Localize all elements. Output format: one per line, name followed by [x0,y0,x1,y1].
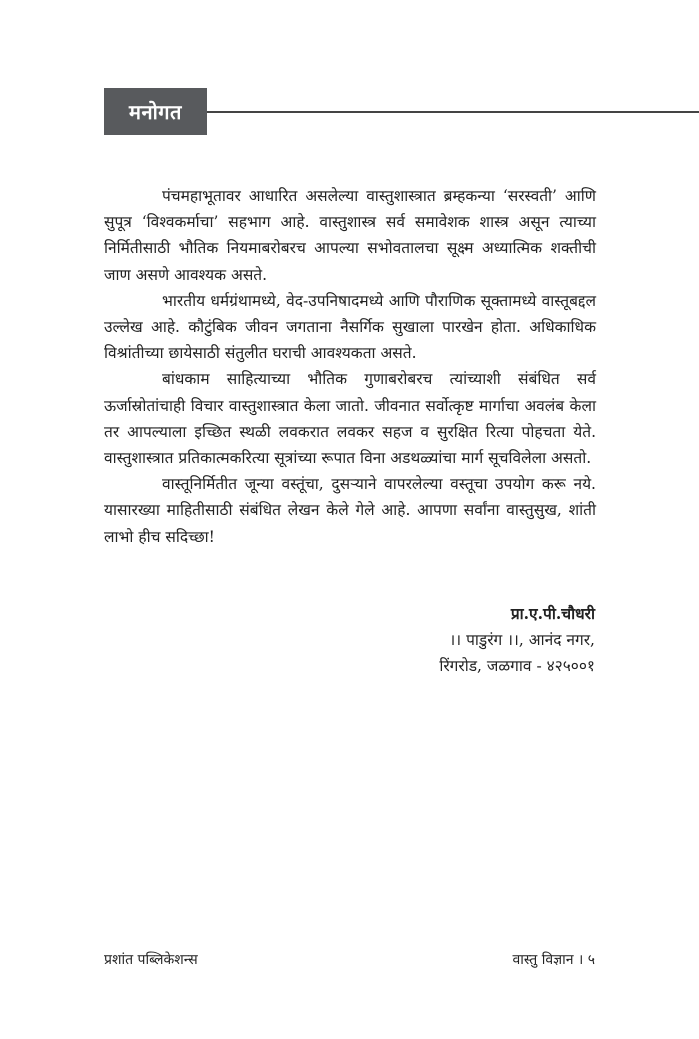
signature-block [439,601,595,679]
author-address-line1: ।। पाडुरंग ।।, आनंद नगर, [449,631,595,649]
footer-publisher: प्रशांत पब्लिकेशन्स [104,952,198,968]
author-address-line2: रिंगरोड, जळगाव - ४२५००१ [439,657,595,675]
footer-page-number: वास्तु विज्ञान । ५ [512,952,595,968]
body-text [104,183,596,550]
heading-divider [207,111,699,113]
paragraph: पंचमहाभूतावर आधारित असलेल्या वास्तुशास्त्रात ब्रम्हकन्या ‘सरस्वती’ आणि सुपूत्र ‘विश्वकर्माचा’ सहभाग आहे. वास्तुशास्त्र सर्व समावेशक शास्त्र असून त्याच्या निर्मितीसाठी भौतिक नियमाबरोबरच आपल्या सभोवतालचा सूक्ष्म अध्यात्मिक शक्तीची जाण असणे आवश्यक असते. [104,187,596,284]
author-name: प्रा.ए.पी.चौधरी [510,604,595,623]
paragraph: वास्तूनिर्मितीत जून्या वस्तूंचा, दुसऱ्याने वापरलेल्या वस्तूचा उपयोग करू नये. यासारख्या माहितीसाठी संबंधित लेखन केले गेले आहे. आपणा सर्वांना वास्तुसुख, शांती लाभो हीच सदिच्छा! [104,475,596,546]
paragraph: बांधकाम साहित्याच्या भौतिक गुणाबरोबरच त्यांच्याशी संबंधित सर्व ऊर्जास्रोतांचाही विचार वास्तुशास्त्रात केला जातो. जीवनात सर्वोत्कृष्ट मार्गाचा अवलंब केला तर आपल्याला इच्छित स्थळी लवकरात लवकर सहज व सुरक्षित रित्या पोहचता येते. वास्तुशास्त्रात प्रतिकात्मकरित्या सूत्रांच्या रूपात विना अडथळ्यांचा मार्ग सूचविलेला असतो. [104,370,596,468]
section-heading: मनोगत [104,88,207,135]
paragraph: भारतीय धर्मग्रंथामध्ये, वेद-उपनिषादमध्ये आणि पौराणिक सूक्तामध्ये वास्तूबद्दल उल्लेख आहे. कौटुंबिक जीवन जगताना नैसर्गिक सुखाला पारखेन होता. अधिकाधिक विश्रांतीच्या छायेसाठी संतुलीत घराची आवश्यकता असते. [104,291,596,363]
